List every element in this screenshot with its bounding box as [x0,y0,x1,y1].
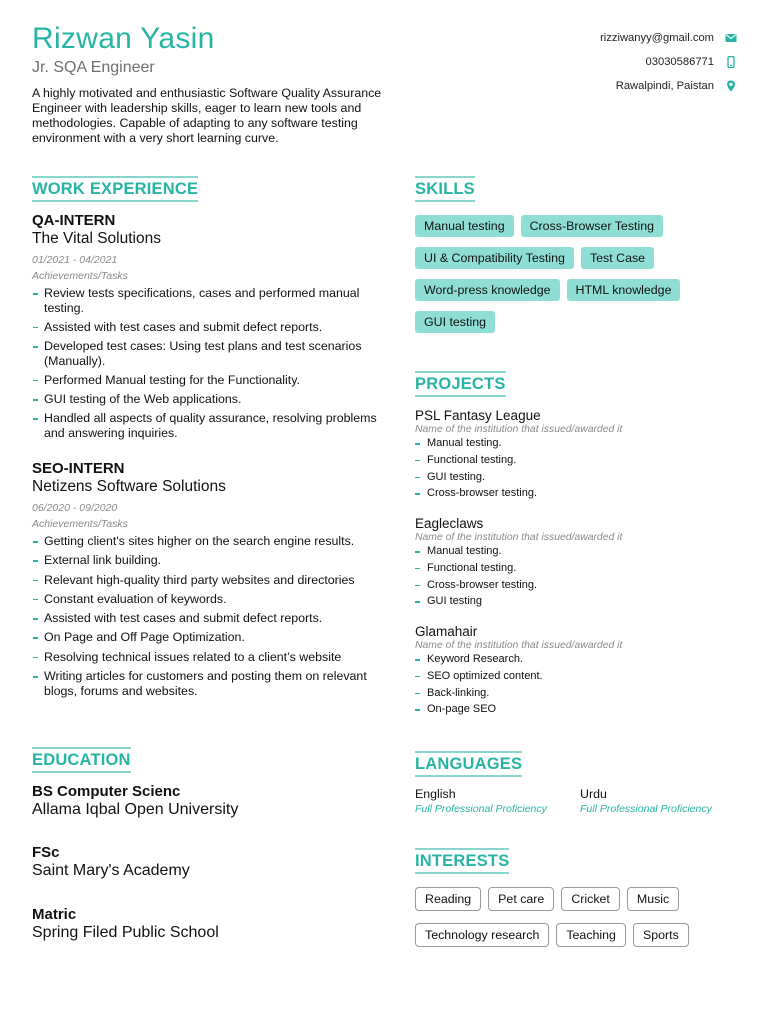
school-name: Allama Iqbal Open University [32,801,239,818]
list-item: Writing articles for customers and posting them on relevant blogs, forums and websites. [32,669,377,698]
list-item: Performed Manual testing for the Functionality. [32,373,377,388]
skills-list [415,215,745,333]
list-item: Functional testing. [415,562,745,576]
list-item: On Page and Off Page Optimization. [32,630,377,645]
phone-icon [724,55,738,69]
languages-heading [415,755,522,774]
project-bullets [415,545,745,609]
project-item [415,624,745,720]
achievements-label: Achievements/Tasks [32,518,128,530]
heading-rule [415,848,509,850]
list-item: Functional testing. [415,454,745,468]
skill-tag: Cross-Browser Testing [521,215,663,237]
list-item: Assisted with test cases and submit defect reports. [32,320,377,335]
contact-phone [478,50,738,74]
list-item: On-page SEO [415,703,745,717]
job-title: QA-INTERN [32,212,116,229]
skills-title: SKILLS [415,180,475,198]
list-item: Getting client's sites higher on the search engine results. [32,534,377,549]
list-item: Constant evaluation of keywords. [32,592,377,607]
list-item: Manual testing. [415,545,745,559]
company-name: The Vital Solutions [32,230,161,247]
list-item: Handled all aspects of quality assurance, resolving problems and answering inquiries. [32,411,377,440]
language-name: Urdu [580,787,607,801]
list-item: Review tests specifications, cases and performed manual testing. [32,286,377,315]
language-level: Full Professional Proficiency [580,803,712,815]
degree-name: BS Computer Scienc [32,783,181,800]
education-item [32,783,377,819]
interest-tag: Music [627,887,679,911]
heading-rule [32,771,131,773]
interests-list [415,887,745,947]
job-role: Jr. SQA Engineer [32,59,155,76]
skill-tag: Test Case [581,247,654,269]
skill-tag: HTML knowledge [567,279,681,301]
project-item [415,516,745,612]
heading-rule [415,176,475,178]
job-dates: 06/2020 - 09/2020 [32,502,118,514]
interest-tag: Sports [633,923,689,947]
projects-title: PROJECTS [415,375,506,393]
education-item [32,844,377,880]
language-item [415,787,580,815]
project-bullets [415,653,745,717]
contact-location-text: Rawalpindi, Paistan [615,80,714,92]
list-item: Cross-browser testing. [415,579,745,593]
skill-tag: UI & Compatibility Testing [415,247,574,269]
heading-rule [415,775,522,777]
languages-title: LANGUAGES [415,755,523,773]
email-icon [724,31,738,45]
job-title: SEO-INTERN [32,460,125,477]
list-item: Keyword Research. [415,653,745,667]
skill-tag: Manual testing [415,215,514,237]
project-bullets [415,437,745,501]
contact-phone-text: 03030586771 [645,56,714,68]
list-item: Resolving technical issues related to a client’s website [32,650,377,665]
job-seo-intern [32,460,377,703]
heading-rule [415,371,506,373]
list-item: Relevant high-quality third party websites and directories [32,573,377,588]
interests-title: INTERESTS [415,852,510,870]
candidate-name: Rizwan Yasin [32,22,215,55]
project-name: Eagleclaws [415,516,484,531]
degree-name: Matric [32,906,77,923]
list-item: GUI testing [415,595,745,609]
heading-rule [32,200,198,202]
heading-rule [32,176,198,178]
project-item [415,408,745,504]
job-dates: 01/2021 - 04/2021 [32,254,118,266]
achievements-label: Achievements/Tasks [32,270,128,282]
list-item: GUI testing of the Web applications. [32,392,377,407]
list-item: Cross-browser testing. [415,487,745,501]
job-qa-intern [32,212,377,445]
school-name: Spring Filed Public School [32,924,219,941]
heading-rule [415,395,506,397]
language-level: Full Professional Proficiency [415,803,547,815]
project-institution: Name of the institution that issued/awarded it [415,640,623,651]
project-institution: Name of the institution that issued/awarded it [415,424,623,435]
school-name: Saint Mary's Academy [32,862,190,879]
work-experience-heading [32,180,198,199]
education-item [32,906,377,942]
interest-tag: Technology research [415,923,549,947]
heading-rule [415,751,522,753]
project-name: PSL Fantasy League [415,408,541,423]
interest-tag: Pet care [488,887,554,911]
project-institution: Name of the institution that issued/awarded it [415,532,623,543]
list-item: SEO optimized content. [415,670,745,684]
languages-list [415,787,745,815]
language-name: English [415,787,456,801]
list-item: Developed test cases: Using test plans and test scenarios (Manually). [32,339,377,368]
education-heading [32,751,131,770]
education-title: EDUCATION [32,751,131,769]
heading-rule [32,747,131,749]
job-bullets [32,534,377,698]
contact-email [478,26,738,50]
contact-email-text: rizziwanyy@gmail.com [600,32,714,44]
profile-summary: A highly motivated and enthusiastic Software Quality Assurance Engineer with leadership skills, eager to learn new tools and methodologies. Capable of adapting to any software testing environment with a very short learning curve. [32,86,382,145]
list-item: Back-linking. [415,687,745,701]
job-bullets [32,286,377,440]
list-item: Assisted with test cases and submit defect reports. [32,611,377,626]
interests-heading [415,852,509,871]
heading-rule [415,200,475,202]
list-item: GUI testing. [415,471,745,485]
interest-tag: Teaching [556,923,626,947]
contact-location [478,74,738,98]
heading-rule [415,872,509,874]
language-item [580,787,745,815]
contact-info [478,26,738,98]
list-item: Manual testing. [415,437,745,451]
degree-name: FSc [32,844,60,861]
interest-tag: Cricket [561,887,620,911]
skill-tag: Word-press knowledge [415,279,560,301]
skill-tag: GUI testing [415,311,495,333]
location-pin-icon [724,79,738,93]
interest-tag: Reading [415,887,481,911]
project-name: Glamahair [415,624,478,639]
company-name: Netizens Software Solutions [32,478,226,495]
list-item: External link building. [32,553,377,568]
work-experience-title: WORK EXPERIENCE [32,180,199,198]
projects-heading [415,375,506,394]
skills-heading [415,180,475,199]
